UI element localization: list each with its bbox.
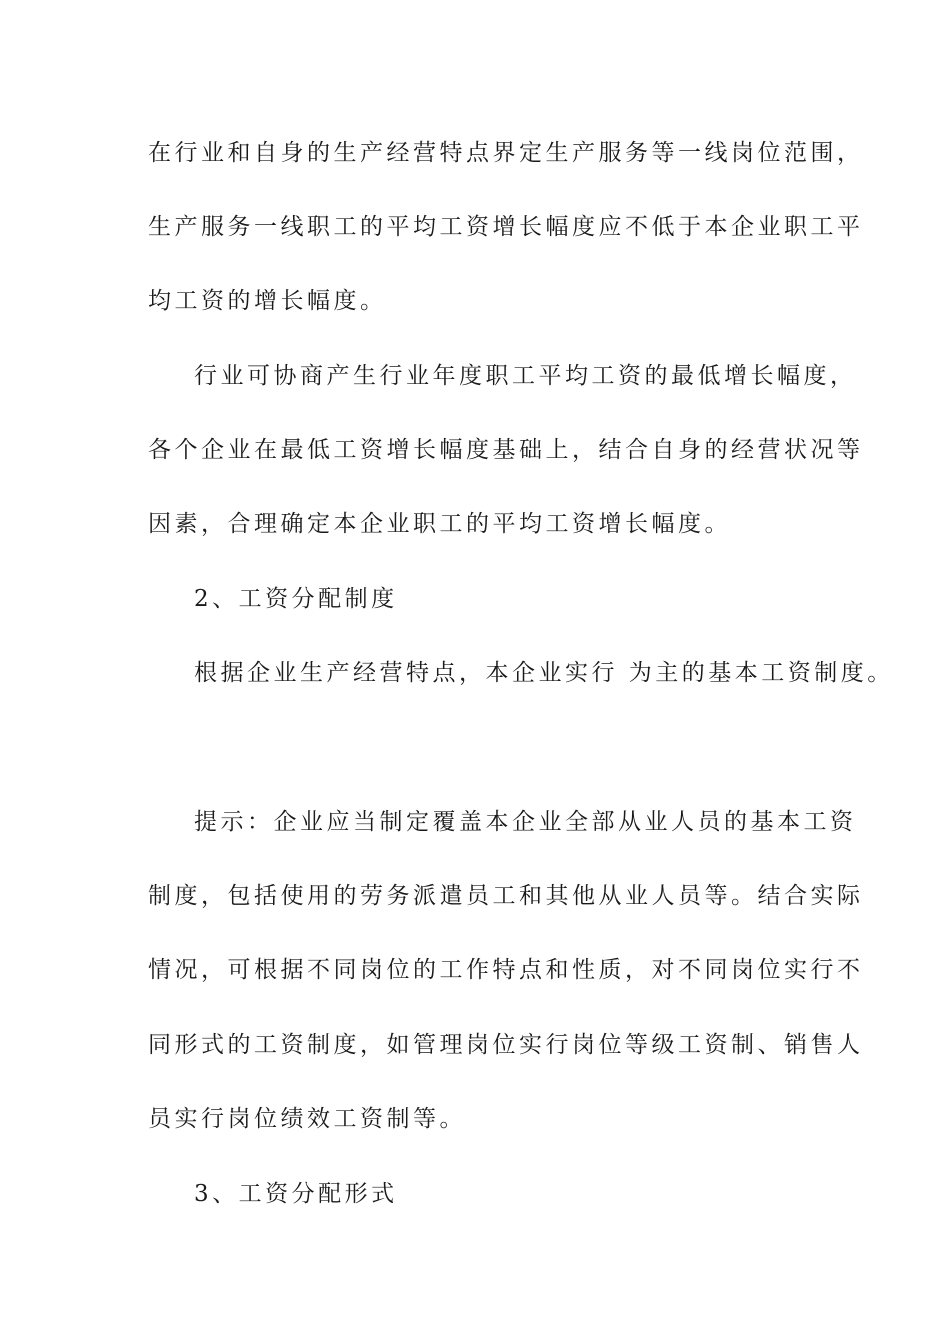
paragraph-line: 在行业和自身的生产经营特点界定生产服务等一线岗位范围， xyxy=(148,140,864,166)
paragraph-line: 各个企业在最低工资增长幅度基础上，结合自身的经营状况等 xyxy=(148,437,864,463)
paragraph-line: 同形式的工资制度，如管理岗位实行岗位等级工资制、销售人 xyxy=(148,1032,864,1058)
paragraph-line: 生产服务一线职工的平均工资增长幅度应不低于本企业职工平 xyxy=(148,214,864,240)
paragraph-line: 根据企业生产经营特点，本企业实行 为主的基本工资制度。 xyxy=(194,660,894,686)
paragraph-line: 情况，可根据不同岗位的工作特点和性质，对不同岗位实行不 xyxy=(148,957,864,983)
section-heading: 2、工资分配制度 xyxy=(194,586,398,612)
paragraph-line: 行业可协商产生行业年度职工平均工资的最低增长幅度， xyxy=(194,363,857,389)
paragraph-line: 提示：企业应当制定覆盖本企业全部从业人员的基本工资 xyxy=(194,809,857,835)
paragraph-line: 均工资的增长幅度。 xyxy=(148,288,387,314)
paragraph-line: 因素，合理确定本企业职工的平均工资增长幅度。 xyxy=(148,511,731,537)
paragraph-line: 制度，包括使用的劳务派遣员工和其他从业人员等。结合实际 xyxy=(148,883,864,909)
section-heading: 3、工资分配形式 xyxy=(194,1181,398,1207)
paragraph-line: 员实行岗位绩效工资制等。 xyxy=(148,1106,466,1132)
